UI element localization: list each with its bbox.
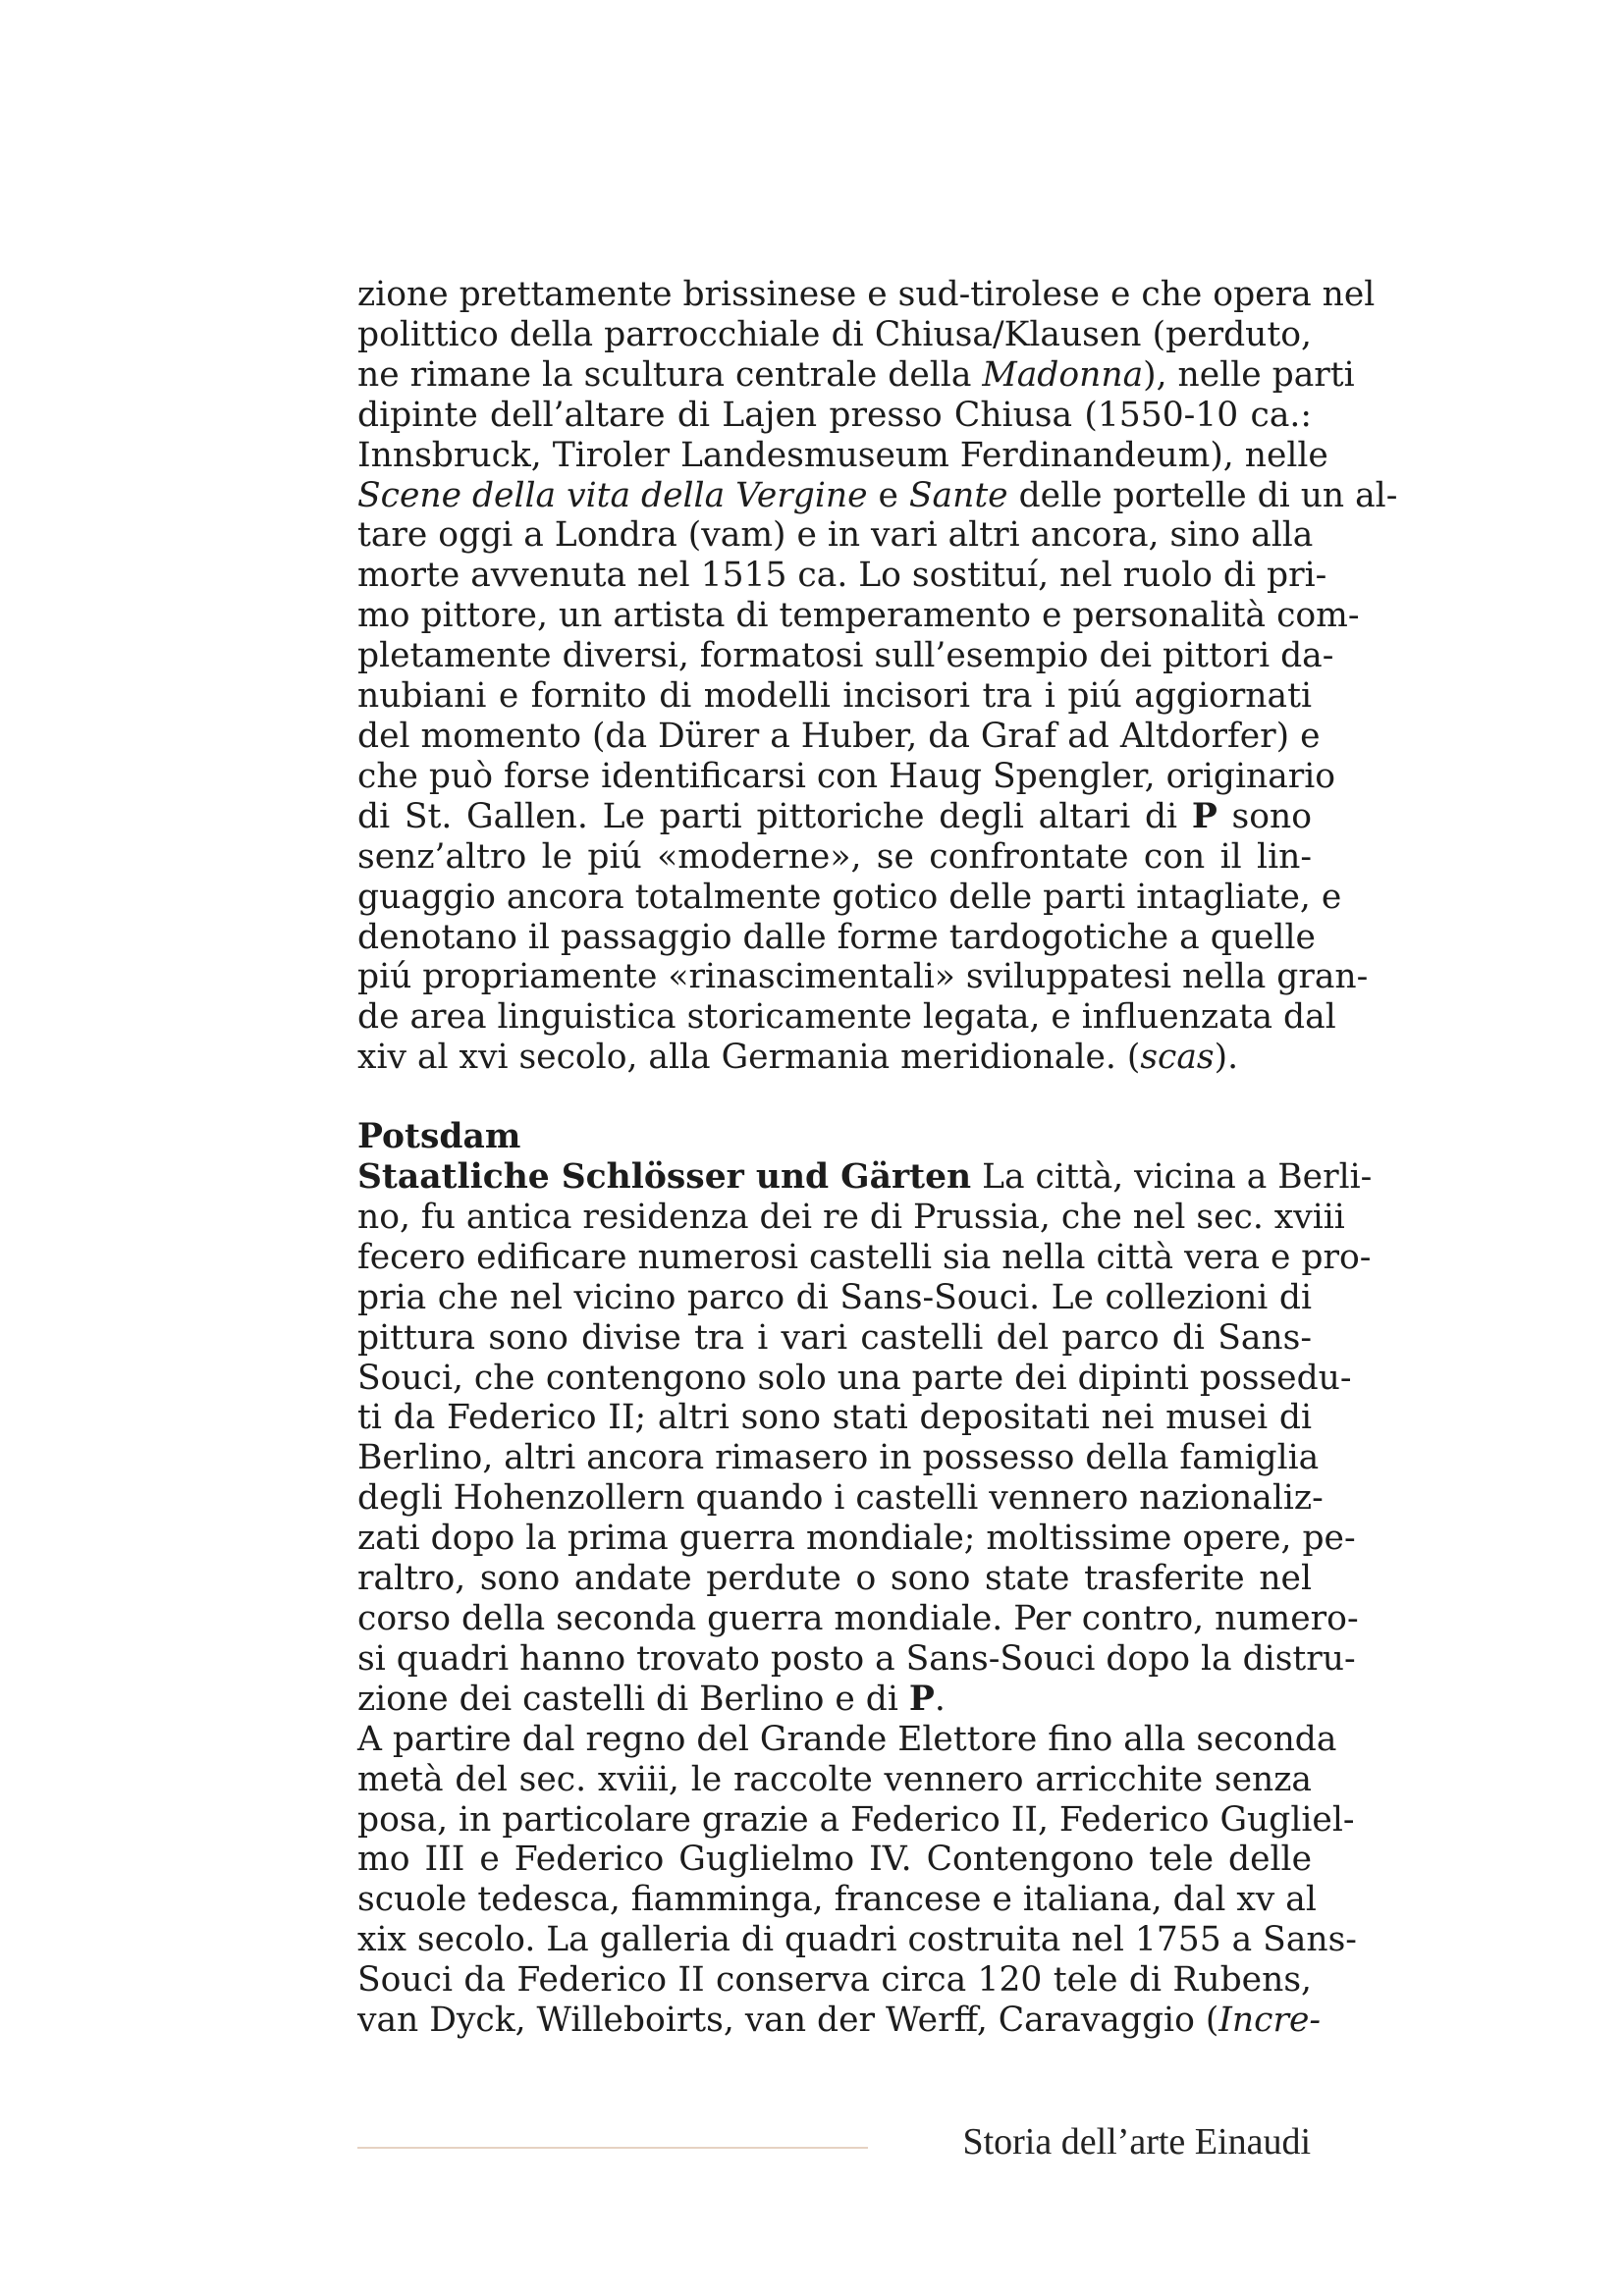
text-line [357,1920,1357,1960]
text-line [357,1157,1373,1198]
text-run: denotano il passaggio dalle forme tardogotiche a quelle [357,917,1316,957]
text-line [357,716,1321,757]
text-line [357,917,1316,958]
text-line [357,1318,1312,1359]
text-line [357,1197,1345,1238]
text-line [357,315,1312,355]
text-run: guaggio ancora totalmente gotico delle parti intagliate, e [357,877,1342,917]
text-line [357,354,1355,396]
text-run: pria che nel vicino parco di Sans-Souci. Le collezioni di [357,1277,1312,1317]
text-run: morte avvenuta nel 1515 ca. Lo sostituí, nel ruolo di pri- [357,556,1327,596]
text-line [357,435,1328,476]
text-line [357,556,1327,596]
text-run: . [934,1679,946,1719]
text-run: sono [1217,796,1313,836]
text-run: pittura sono divise tra i vari castelli del parco di Sans- [357,1317,1312,1358]
text-run: zati dopo la prima guerra mondiale; moltissime opere, pe- [357,1519,1356,1559]
text-run: fecero edificare numerosi castelli sia nella città vera e pro- [357,1237,1372,1277]
text-line [357,1960,1312,2001]
text-run: xiv al xvi secolo, alla Germania meridionale. ( [357,1038,1141,1078]
text-run: mo pittore, un artista di temperamento e personalità com- [357,596,1360,636]
section-heading: Potsdam [357,1117,521,1157]
text-line [357,1559,1312,1599]
text-run: Scene della vita della Vergine [357,475,868,515]
text-line [357,1760,1312,1800]
text-run: ti da Federico II; altri sono stati depositati nei musei di [357,1398,1312,1438]
text-line [357,837,1312,878]
text-line [357,1638,1356,1680]
text-line [357,515,1312,556]
text-line [357,877,1342,918]
text-run: Incre- [1218,2001,1322,2041]
text-run: Souci, che contengono solo una parte dei dipinti possedu- [357,1358,1352,1398]
text-line [357,636,1334,676]
text-run: metà del sec. xviii, le raccolte vennero arricchite senza [357,1759,1312,1799]
text-run: posa, in particolare grazie a Federico II, Federico Gugliel- [357,1799,1355,1840]
text-run: polittico della parrocchiale di Chiusa/Klausen (perduto, [357,314,1312,354]
page-body [357,275,1398,2041]
text-run: pletamente diversi, formatosi sull’esempio dei pittori da- [357,636,1334,676]
text-run: Souci da Federico II conserva circa 120 tele di Rubens, [357,1960,1312,2001]
text-run: ne rimane la scultura centrale della [357,354,983,395]
text-line [357,1680,1312,1720]
text-line [357,1278,1312,1318]
text-run: nubiani e fornito di modelli incisori tra i piú aggiornati [357,676,1312,717]
text-run: del momento (da Dürer a Huber, da Graf ad Altdorfer) e [357,716,1321,756]
text-run: P [1191,796,1217,836]
text-run: delle portelle di un al- [1007,475,1398,515]
text-line [357,1519,1356,1559]
text-line [357,676,1312,717]
footer-title: Storia dell’arte Einaudi [962,2121,1311,2163]
text-line [357,1358,1352,1399]
text-line [357,756,1336,797]
text-line [357,1478,1324,1519]
text-run: scuole tedesca, fiamminga, francese e italiana, dal xv al [357,1880,1317,1920]
paragraph-1 [357,275,1398,1078]
text-run: degli Hohenzollern quando i castelli vennero nazionaliz- [357,1478,1324,1519]
text-run: che può forse identificarsi con Haug Spengler, originario [357,756,1336,796]
text-line [357,957,1369,997]
text-run: no, fu antica residenza dei re di Prussia, che nel sec. xviii [357,1197,1345,1237]
text-line [357,1438,1320,1478]
text-line [357,475,1398,516]
text-run: xix secolo. La galleria di quadri costruita nel 1755 a Sans- [357,1920,1357,1960]
text-run: mo III e Federico Guglielmo IV. Contengono tele delle [357,1840,1312,1880]
text-run: Madonna [982,354,1144,395]
text-run: Staatliche Schlösser und Gärten [357,1157,972,1198]
text-run: zione prettamente brissinese e sud-tirolese e che opera nel [357,275,1376,314]
text-line [357,797,1312,837]
text-run: raltro, sono andate perdute o sono state trasferite nel [357,1559,1312,1599]
text-run: scas [1140,1038,1215,1078]
text-line [357,2001,1322,2041]
text-line [357,596,1360,636]
text-run: Berlino, altri ancora rimasero in possesso della famiglia [357,1438,1320,1478]
text-run: Sante [908,475,1008,515]
text-run: Innsbruck, Tiroler Landesmuseum Ferdinandeum), nelle [357,435,1328,475]
text-run: ), nelle parti [1143,354,1355,395]
paragraph-3 [357,1719,1357,2041]
text-run: dipinte dell’altare di Lajen presso Chiusa (1550-10 ca.: [357,395,1312,435]
text-line [357,1799,1355,1841]
text-line [357,1237,1372,1278]
text-run: si quadri hanno trovato posto a Sans-Souci dopo la distru- [357,1638,1356,1679]
text-line [357,1398,1312,1438]
text-line [357,275,1376,315]
text-line [357,1719,1337,1760]
text-run: La città, vicina a Berli- [971,1157,1373,1198]
text-line [357,1599,1359,1639]
section-gap [357,1078,1312,1117]
text-run: A partire dal regno del Grande Elettore fino alla seconda [357,1719,1337,1759]
text-line [357,1038,1312,1078]
text-run: corso della seconda guerra mondiale. Per contro, numero- [357,1599,1359,1638]
text-run: van Dyck, Willeboirts, van der Werff, Caravaggio ( [357,2001,1219,2041]
paragraph-2 [357,1157,1373,1720]
text-run: de area linguistica storicamente legata, e influenzata dal [357,997,1336,1038]
text-run: tare oggi a Londra (vam) e in vari altri ancora, sino alla [357,515,1314,556]
text-run: ). [1214,1038,1239,1078]
text-run: P [908,1679,935,1719]
text-line [357,396,1312,436]
text-line [357,1840,1312,1880]
text-run: zione dei castelli di Berlino e di [357,1679,909,1719]
text-run: di St. Gallen. Le parti pittoriche degli altari di [357,796,1192,836]
footer-rule [357,2147,868,2149]
text-run: senz’altro le piú «moderne», se confrontate con il lin- [357,836,1312,877]
text-line [357,997,1336,1038]
text-line [357,1880,1317,1920]
text-run: e [867,475,909,515]
text-run: piú propriamente «rinascimentali» sviluppatesi nella gran- [357,957,1369,997]
